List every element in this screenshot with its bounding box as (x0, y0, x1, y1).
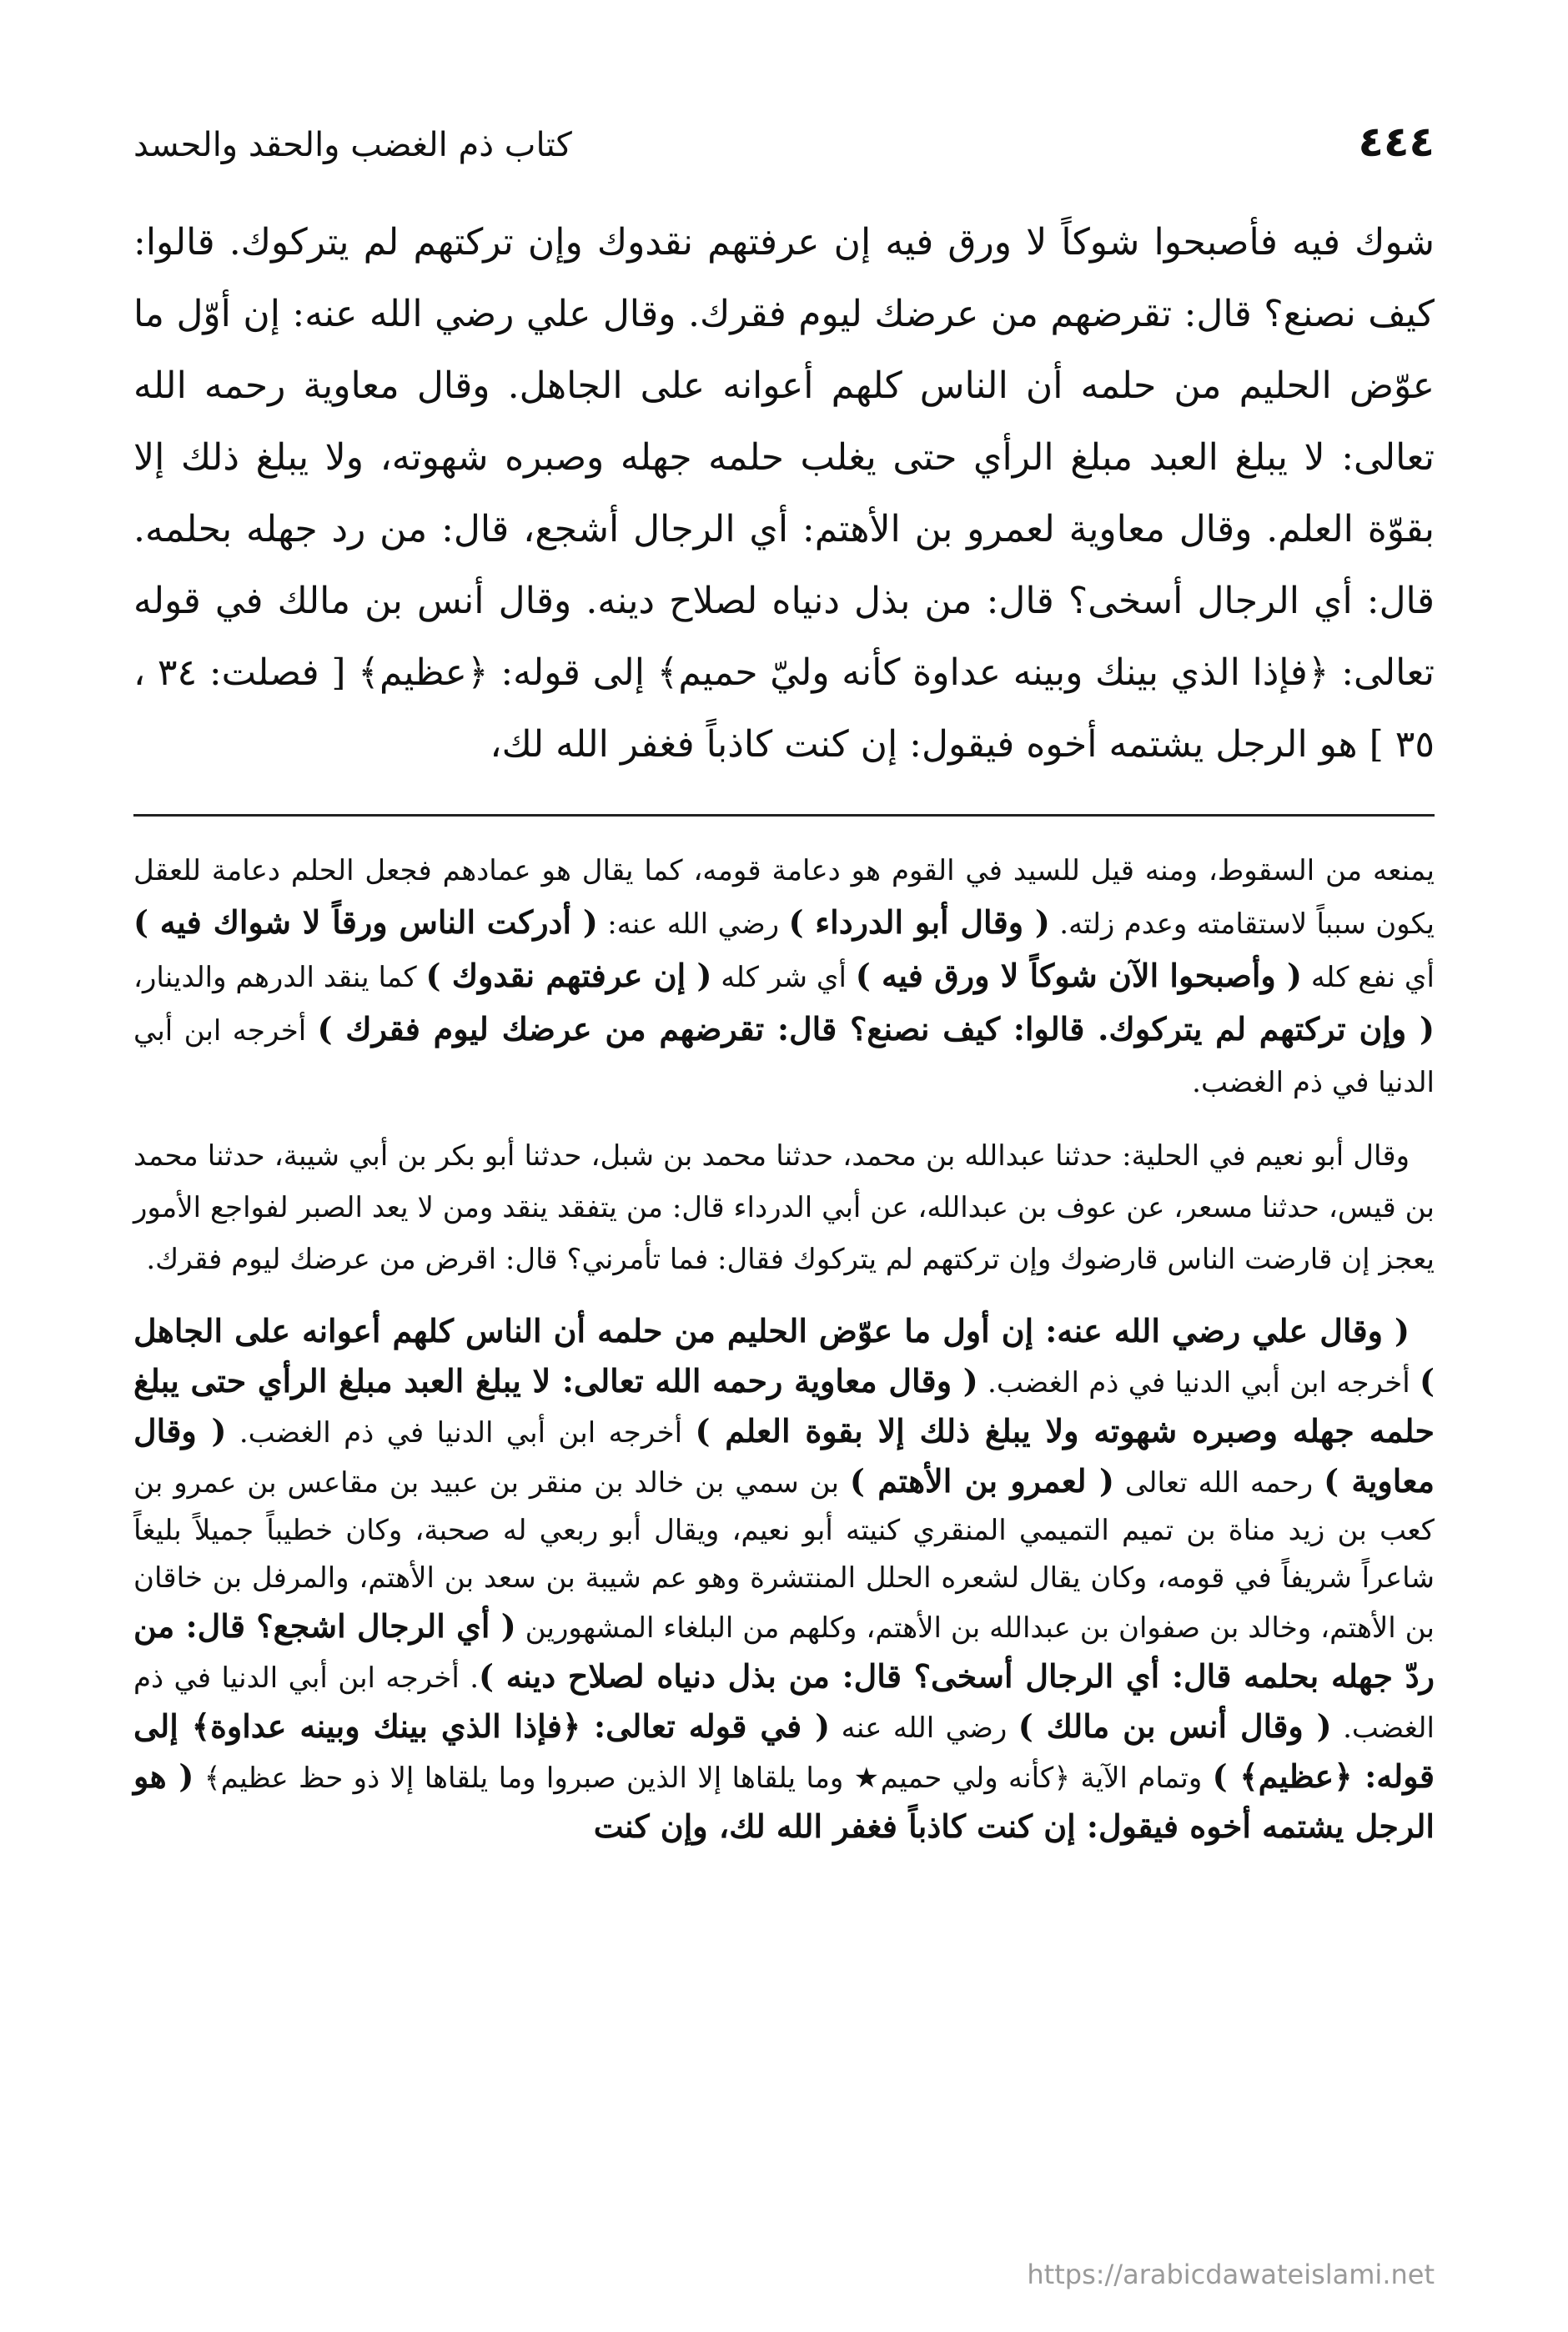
commentary-text: أخرجه ابن أبي الدنيا في ذم الغضب. (133, 1014, 1435, 1099)
quoted-text: ( في قوله تعالى: ﴿فإذا الذي بينك وبينه عداوة﴾ إلى قوله: ﴿عظيم﴾ ) (133, 1707, 1435, 1795)
commentary-text: يمنعه من السقوط، ومنه قيل للسيد في القوم هو دعامة قومه، كما يقال هو عمادهم فجعل الحلم دعامة للعقل يكون سبباً لاستقامته وعدم زلته. (133, 854, 1435, 941)
commentary-paragraph-3 (133, 1307, 1435, 1852)
quoted-text: ( أي الرجال اشجع؟ قال: من ردّ جهله بحلمه قال: أي الرجال أسخى؟ قال: من بذل دنياه لصلاح دينه ) (133, 1607, 1435, 1695)
running-title: كتاب ذم الغضب والحقد والحسد (133, 126, 572, 164)
quoted-text: ( وقال علي رضي الله عنه: إن أول ما عوّض الحليم من حلمه أن الناس كلهم أعوانه على الجاهل ) (133, 1312, 1435, 1400)
watermark-url: https://arabicdawateislami.net (1027, 2259, 1435, 2290)
commentary-text: بن سمي بن خالد بن منقر بن عبيد بن مقاعس بن عمرو بن كعب بن زيد مناة بن تميم التميمي المنقري كنيته أبو نعيم، ويقال أبو ربعي له صحبة، وكان خطيباً جميلاً بليغاً شاعراً شريفاً في قومه، وكان يقال لشعره الحلل المنتشرة وهو عم شيبة بن سعد بن الأهتم، والمرفل بن خاقان بن الأهتم، وخالد بن صفوان بن عبدالله بن الأهتم، وكلهم من البلغاء المشهورين (133, 1466, 1435, 1645)
page-header (133, 117, 1435, 167)
commentary-text: . أخرجه ابن أبي الدنيا في ذم الغضب. (133, 1661, 1435, 1745)
page-number: ٤٤٤ (1358, 118, 1435, 166)
commentary-paragraph-1 (133, 845, 1435, 1108)
main-paragraph: شوك فيه فأصبحوا شوكاً لا ورق فيه إن عرفتهم نقدوك وإن تركتهم لم يتركوك. قالوا: كيف نصنع؟ قال: تقرضهم من عرضك ليوم فقرك. وقال علي رضي الله عنه: إن أوّل ما عوّض الحليم من حلمه أن الناس كلهم أعوانه على الجاهل. وقال معاوية رحمه الله تعالى: لا يبلغ العبد مبلغ الرأي حتى يغلب حلمه جهله وصبره شهوته، ولا يبلغ ذلك إلا بقوّة العلم. وقال معاوية لعمرو بن الأهتم: أي الرجال أشجع، قال: من رد جهله بحلمه. قال: أي الرجال أسخى؟ قال: من بذل دنياه لصلاح دينه. وقال أنس بن مالك في قوله تعالى: ﴿فإذا الذي بينك وبينه عداوة كأنه وليّ حميم﴾ إلى قوله: ﴿عظيم﴾ [ فصلت: ٣٤ ، ٣٥ ] هو الرجل يشتمه أخوه فيقول: إن كنت كاذباً فغفر الله لك، (133, 221, 1435, 766)
quoted-text: ( إن عرفتهم نقدوك ) (425, 957, 712, 994)
quoted-text: ( وإن تركتهم لم يتركوك. قالوا: كيف نصنع؟ قال: تقرضهم من عرضك ليوم فقرك ) (317, 1010, 1435, 1048)
main-text (133, 207, 1435, 781)
quoted-text: ( وقال أنس بن مالك ) (1018, 1707, 1332, 1745)
footnote-divider (133, 814, 1435, 817)
commentary-text: أخرجه ابن أبي الدنيا في ذم الغضب. (977, 1366, 1420, 1400)
quoted-text: ( وقال أبو الدرداء ) (788, 903, 1050, 941)
commentary-paragraph-2: وقال أبو نعيم في الحلية: حدثنا عبدالله بن محمد، حدثنا محمد بن شبل، حدثنا أبو بكر بن أبي شيبة، حدثنا محمد بن قيس، حدثنا مسعر، عن عوف بن عبدالله، عن أبي الدرداء قال: من يتفقد ينقد ومن لا يعد الصبر لفواجع الأمور يعجز إن قارضت الناس قارضوك وإن تركتهم لم يتركوك فقال: فما تأمرني؟ قال: اقرض من عرضك ليوم فقرك. (133, 1139, 1435, 1276)
quoted-text: ( وقال معاوية ) (133, 1412, 1435, 1500)
quoted-text: ( لعمرو بن الأهتم ) (849, 1462, 1114, 1500)
quoted-text: ( وأصبحوا الآن شوكاً لا ورق فيه ) (855, 957, 1302, 994)
commentary-text: وتمام الآية ﴿كأنه ولي حميم★ وما يلقاها إلا الذين صبروا وما يلقاها إلا ذو حظ عظيم﴾ (193, 1762, 1213, 1795)
commentary-text: رضي الله عنه (830, 1711, 1018, 1745)
quoted-text: ( هو الرجل يشتمه أخوه فيقول: إن كنت كاذباً فغفر الله لك، وإن كنت (133, 1757, 1435, 1845)
commentary-section (133, 845, 1435, 1852)
commentary-text: أخرجه ابن أبي الدنيا في ذم الغضب. (226, 1416, 696, 1450)
commentary-text: أي نفع كله (1301, 961, 1435, 994)
commentary-text: رحمه الله تعالى (1113, 1466, 1324, 1500)
quoted-text: ( أدركت الناس ورقاً لا شواك فيه ) (133, 903, 598, 941)
commentary-text: كما ينقد الدرهم والدينار، (133, 961, 426, 994)
quoted-text: ( وقال معاوية رحمه الله تعالى: لا يبلغ العبد مبلغ الرأي حتى يبلغ حلمه جهله وصبره شهوته ولا يبلغ ذلك إلا بقوة العلم ) (133, 1362, 1435, 1450)
commentary-text: أي شر كله (711, 961, 856, 994)
commentary-text: رضي الله عنه: (597, 907, 789, 941)
